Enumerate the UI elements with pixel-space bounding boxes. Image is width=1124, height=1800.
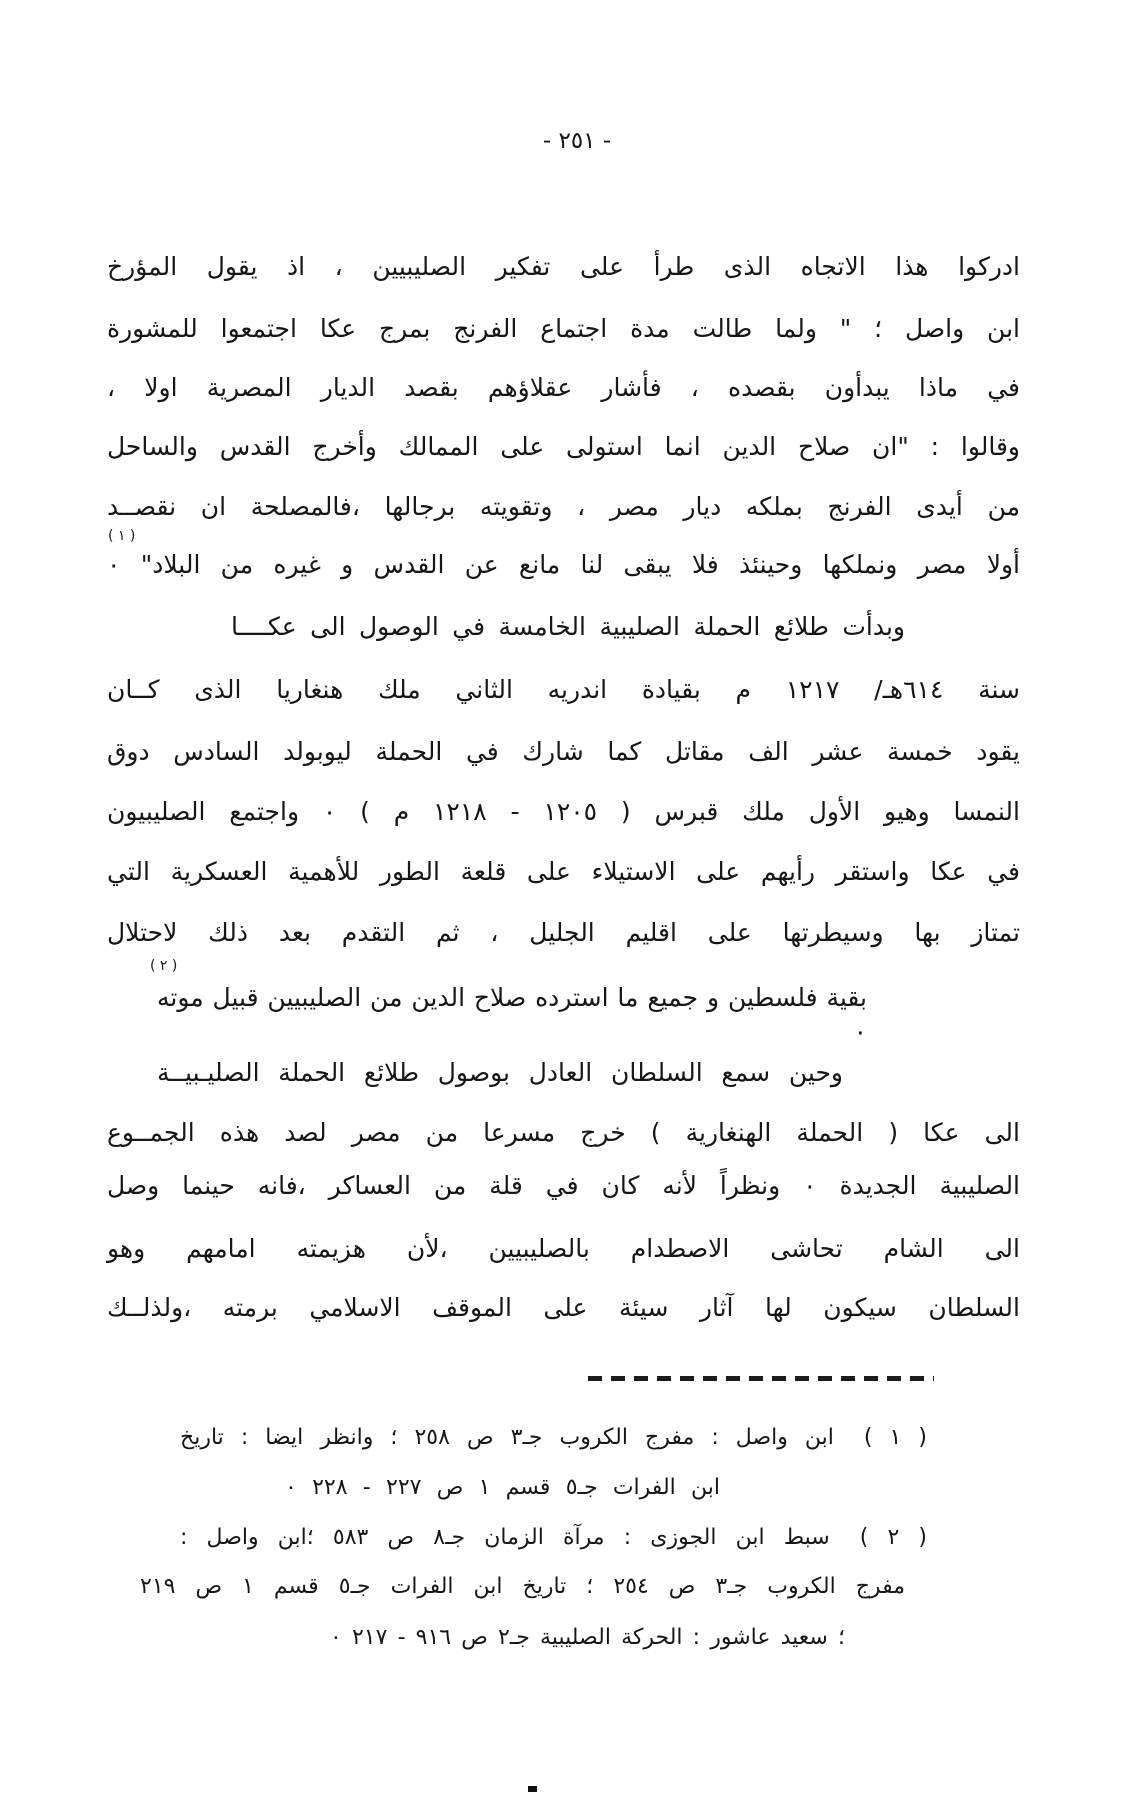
text-line: الى عكا ( الحملة الهنغارية ) خرج مسرعا من مصر لصد هذه الجمــوع bbox=[107, 1118, 1020, 1147]
footnote-2-text: سبط ابن الجوزى : مرآة الزمان جـ٨ ص ٥٨٣ ؛ابن واصل : bbox=[180, 1525, 830, 1550]
footnote-2-line-2: مفرج الكروب جـ٣ ص ٢٥٤ ؛ تاريخ ابن الفرات جـ٥ قسم ١ ص ٢١٩ bbox=[140, 1574, 905, 1599]
footnote-2-marker: ( ٢ ) bbox=[859, 1525, 928, 1550]
text-line: وحين سمع السلطان العادل بوصول طلائع الحملة الصليـبيــة bbox=[157, 1058, 843, 1087]
text-line: وبدأت طلائع الحملة الصليبية الخامسة في الوصول الى عكــــا bbox=[231, 612, 905, 641]
footnote-2-line-1 bbox=[180, 1524, 927, 1553]
text-line: يقود خمسة عشر الف مقاتل كما شارك في الحملة ليوبولد السادس دوق bbox=[107, 737, 1020, 766]
text-line: سنة ٦١٤هـ/ ١٢١٧ م بقيادة اندريه الثاني ملك هنغاريا الذى كــان bbox=[107, 675, 1020, 704]
footnote-1-line-2: ابن الفرات جـ٥ قسم ١ ص ٢٢٧ - ٢٢٨ ٠ bbox=[285, 1475, 720, 1500]
footnote-1-line-1 bbox=[180, 1424, 927, 1453]
footnote-ref-1: ( ١ ) bbox=[108, 528, 136, 544]
ink-speck bbox=[528, 1786, 537, 1792]
text-line: الصليبية الجديدة ٠ ونظراً لأنه كان في قلة من العساكر ،فانه حينما وصل bbox=[107, 1171, 1021, 1200]
text-line: وقالوا : "ان صلاح الدين انما استولى على الممالك وأخرج القدس والساحل bbox=[107, 432, 1020, 461]
footnote-1-marker: ( ١ ) bbox=[863, 1425, 928, 1450]
text-line: تمتاز بها وسيطرتها على اقليم الجليل ، ثم التقدم بعد ذلك لاحتلال bbox=[107, 918, 1020, 947]
text-line: أولا مصر ونملكها وحينئذ فلا يبقى لنا مانع عن القدس و غيره من البلاد" ٠ bbox=[107, 550, 1020, 579]
footnote-1-text: ابن واصل : مفرج الكروب جـ٣ ص ٢٥٨ ؛ وانظر ايضا : تاريخ bbox=[180, 1425, 834, 1450]
footnote-2-line-3: ؛ سعيد عاشور : الحركة الصليبية جـ٢ ص ٩١٦ - ٢١٧ ٠ bbox=[330, 1625, 845, 1650]
text-line: في عكا واستقر رأيهم على الاستيلاء على قلعة الطور للأهمية العسكرية التي bbox=[107, 857, 1020, 886]
text-line: ادركوا هذا الاتجاه الذى طرأ على تفكير الصليبيين ، اذ يقول المؤرخ bbox=[107, 252, 1020, 281]
text-line: من أيدى الفرنج بملكه ديار مصر ، وتقويته برجالها ،فالمصلحة ان نقصــد bbox=[107, 492, 1020, 521]
text-line: بقية فلسطين و جميع ما استرده صلاح الدين من الصليبيين قبيل موته ٠ bbox=[157, 983, 867, 1046]
text-line: السلطان سيكون لها آثار سيئة على الموقف الاسلامي برمته ،ولذلــك bbox=[107, 1293, 1020, 1322]
footnote-ref-2: ( ٢ ) bbox=[150, 958, 178, 974]
page-number: - ٢٥١ - bbox=[542, 128, 612, 154]
text-line: في ماذا يبدأون بقصده ، فأشار عقلاؤهم بقصد الديار المصرية اولا ، bbox=[107, 373, 1020, 402]
text-line: الى الشام تحاشى الاصطدام بالصليبيين ،لأن هزيمته امامهم وهو bbox=[107, 1234, 1020, 1263]
footnote-separator-dashes bbox=[588, 1376, 934, 1381]
text-line: ابن واصل ؛ " ولما طالت مدة اجتماع الفرنج بمرج عكا اجتمعوا للمشورة bbox=[107, 314, 1020, 343]
text-line: النمسا وهيو الأول ملك قبرس ( ١٢٠٥ - ١٢١٨ م ) ٠ واجتمع الصليبيون bbox=[107, 797, 1020, 826]
